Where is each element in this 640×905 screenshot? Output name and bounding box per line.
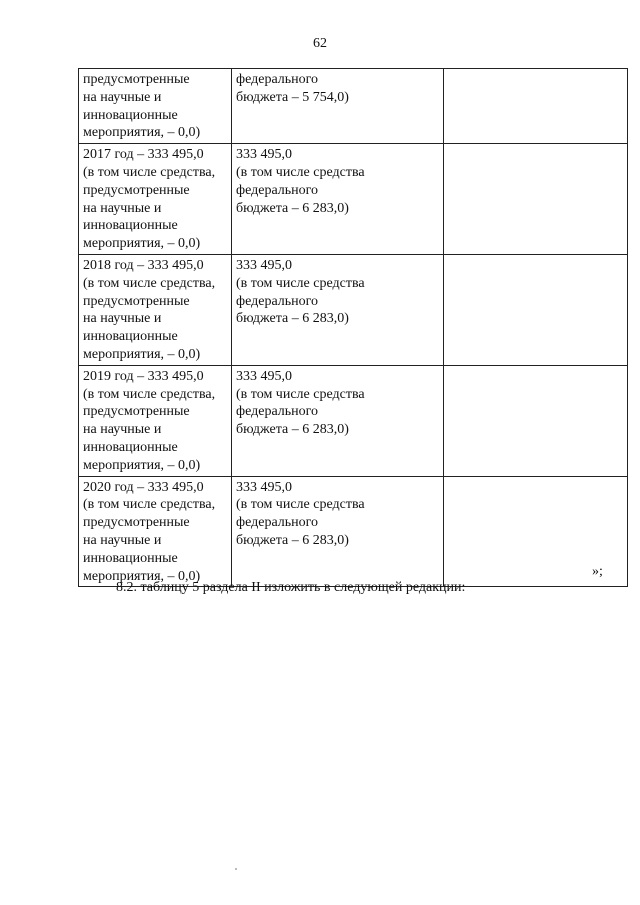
cell-line: предусмотренные <box>83 404 190 420</box>
cell-line: 333 495,0 <box>236 257 292 273</box>
table-row <box>79 144 628 255</box>
cell-line: федерального <box>236 515 319 531</box>
table-cell-col1 <box>79 144 232 255</box>
table-row <box>79 254 628 365</box>
cell-line: предусмотренные <box>83 182 190 198</box>
cell-line: инновационные <box>83 218 178 234</box>
cell-line: (в том числе средства <box>236 164 365 180</box>
cell-line: на научные и <box>83 89 162 105</box>
table-row <box>79 69 628 144</box>
cell-line: предусмотренные <box>83 515 190 531</box>
cell-line: (в том числе средства <box>236 386 365 402</box>
cell-line: на научные и <box>83 532 162 548</box>
table-cell-col1 <box>79 254 232 365</box>
cell-line: мероприятия, – 0,0) <box>83 125 201 141</box>
closing-quote: »; <box>592 564 603 579</box>
cell-line: 2020 год – 333 495,0 <box>83 479 204 495</box>
cell-line: мероприятия, – 0,0) <box>83 568 201 584</box>
cell-line: (в том числе средства, <box>83 275 216 291</box>
table-cell-col3 <box>444 365 628 476</box>
table-cell-col3 <box>444 69 628 144</box>
cell-line: 2019 год – 333 495,0 <box>83 368 204 384</box>
table-cell-col2 <box>232 69 444 144</box>
scan-artifact <box>235 868 237 870</box>
table-cell-col3 <box>444 144 628 255</box>
table-cell-col1 <box>79 69 232 144</box>
cell-line: (в том числе средства, <box>83 386 216 402</box>
budget-table-body <box>79 69 628 587</box>
cell-line: бюджета – 6 283,0) <box>236 532 349 548</box>
cell-line: на научные и <box>83 422 162 438</box>
cell-line: 2017 год – 333 495,0 <box>83 147 204 163</box>
cell-line: федерального <box>236 182 319 198</box>
cell-line: 333 495,0 <box>236 479 292 495</box>
table-cell-col2 <box>232 254 444 365</box>
cell-line: бюджета – 5 754,0) <box>236 89 349 105</box>
cell-line: (в том числе средства, <box>83 164 216 180</box>
cell-line: бюджета – 6 283,0) <box>236 422 349 438</box>
page-number: 62 <box>313 36 327 51</box>
cell-line: предусмотренные <box>83 72 190 87</box>
cell-line: федерального <box>236 293 319 309</box>
cell-line: 2018 год – 333 495,0 <box>83 257 204 273</box>
table-row <box>79 365 628 476</box>
amendment-paragraph: 8.2. таблицу 5 раздела II изложить в следующей редакции: <box>116 580 466 595</box>
cell-line: инновационные <box>83 439 178 455</box>
cell-line: 333 495,0 <box>236 147 292 163</box>
cell-line: на научные и <box>83 311 162 327</box>
table-cell-col2 <box>232 144 444 255</box>
cell-line: (в том числе средства <box>236 497 365 513</box>
table-cell-col2 <box>232 476 444 587</box>
cell-line: мероприятия, – 0,0) <box>83 236 201 252</box>
cell-line: (в том числе средства, <box>83 497 216 513</box>
table-cell-col1 <box>79 476 232 587</box>
budget-table <box>78 68 628 587</box>
cell-line: на научные и <box>83 200 162 216</box>
cell-line: инновационные <box>83 550 178 566</box>
cell-line: мероприятия, – 0,0) <box>83 457 201 473</box>
cell-line: инновационные <box>83 329 178 345</box>
cell-line: федерального <box>236 72 319 87</box>
cell-line: предусмотренные <box>83 293 190 309</box>
cell-line: инновационные <box>83 107 178 123</box>
cell-line: (в том числе средства <box>236 275 365 291</box>
table-row <box>79 476 628 587</box>
cell-line: 333 495,0 <box>236 368 292 384</box>
cell-line: мероприятия, – 0,0) <box>83 346 201 362</box>
table-cell-col1 <box>79 365 232 476</box>
cell-line: бюджета – 6 283,0) <box>236 311 349 327</box>
table-cell-col2 <box>232 365 444 476</box>
table-cell-col3 <box>444 254 628 365</box>
cell-line: бюджета – 6 283,0) <box>236 200 349 216</box>
cell-line: федерального <box>236 404 319 420</box>
